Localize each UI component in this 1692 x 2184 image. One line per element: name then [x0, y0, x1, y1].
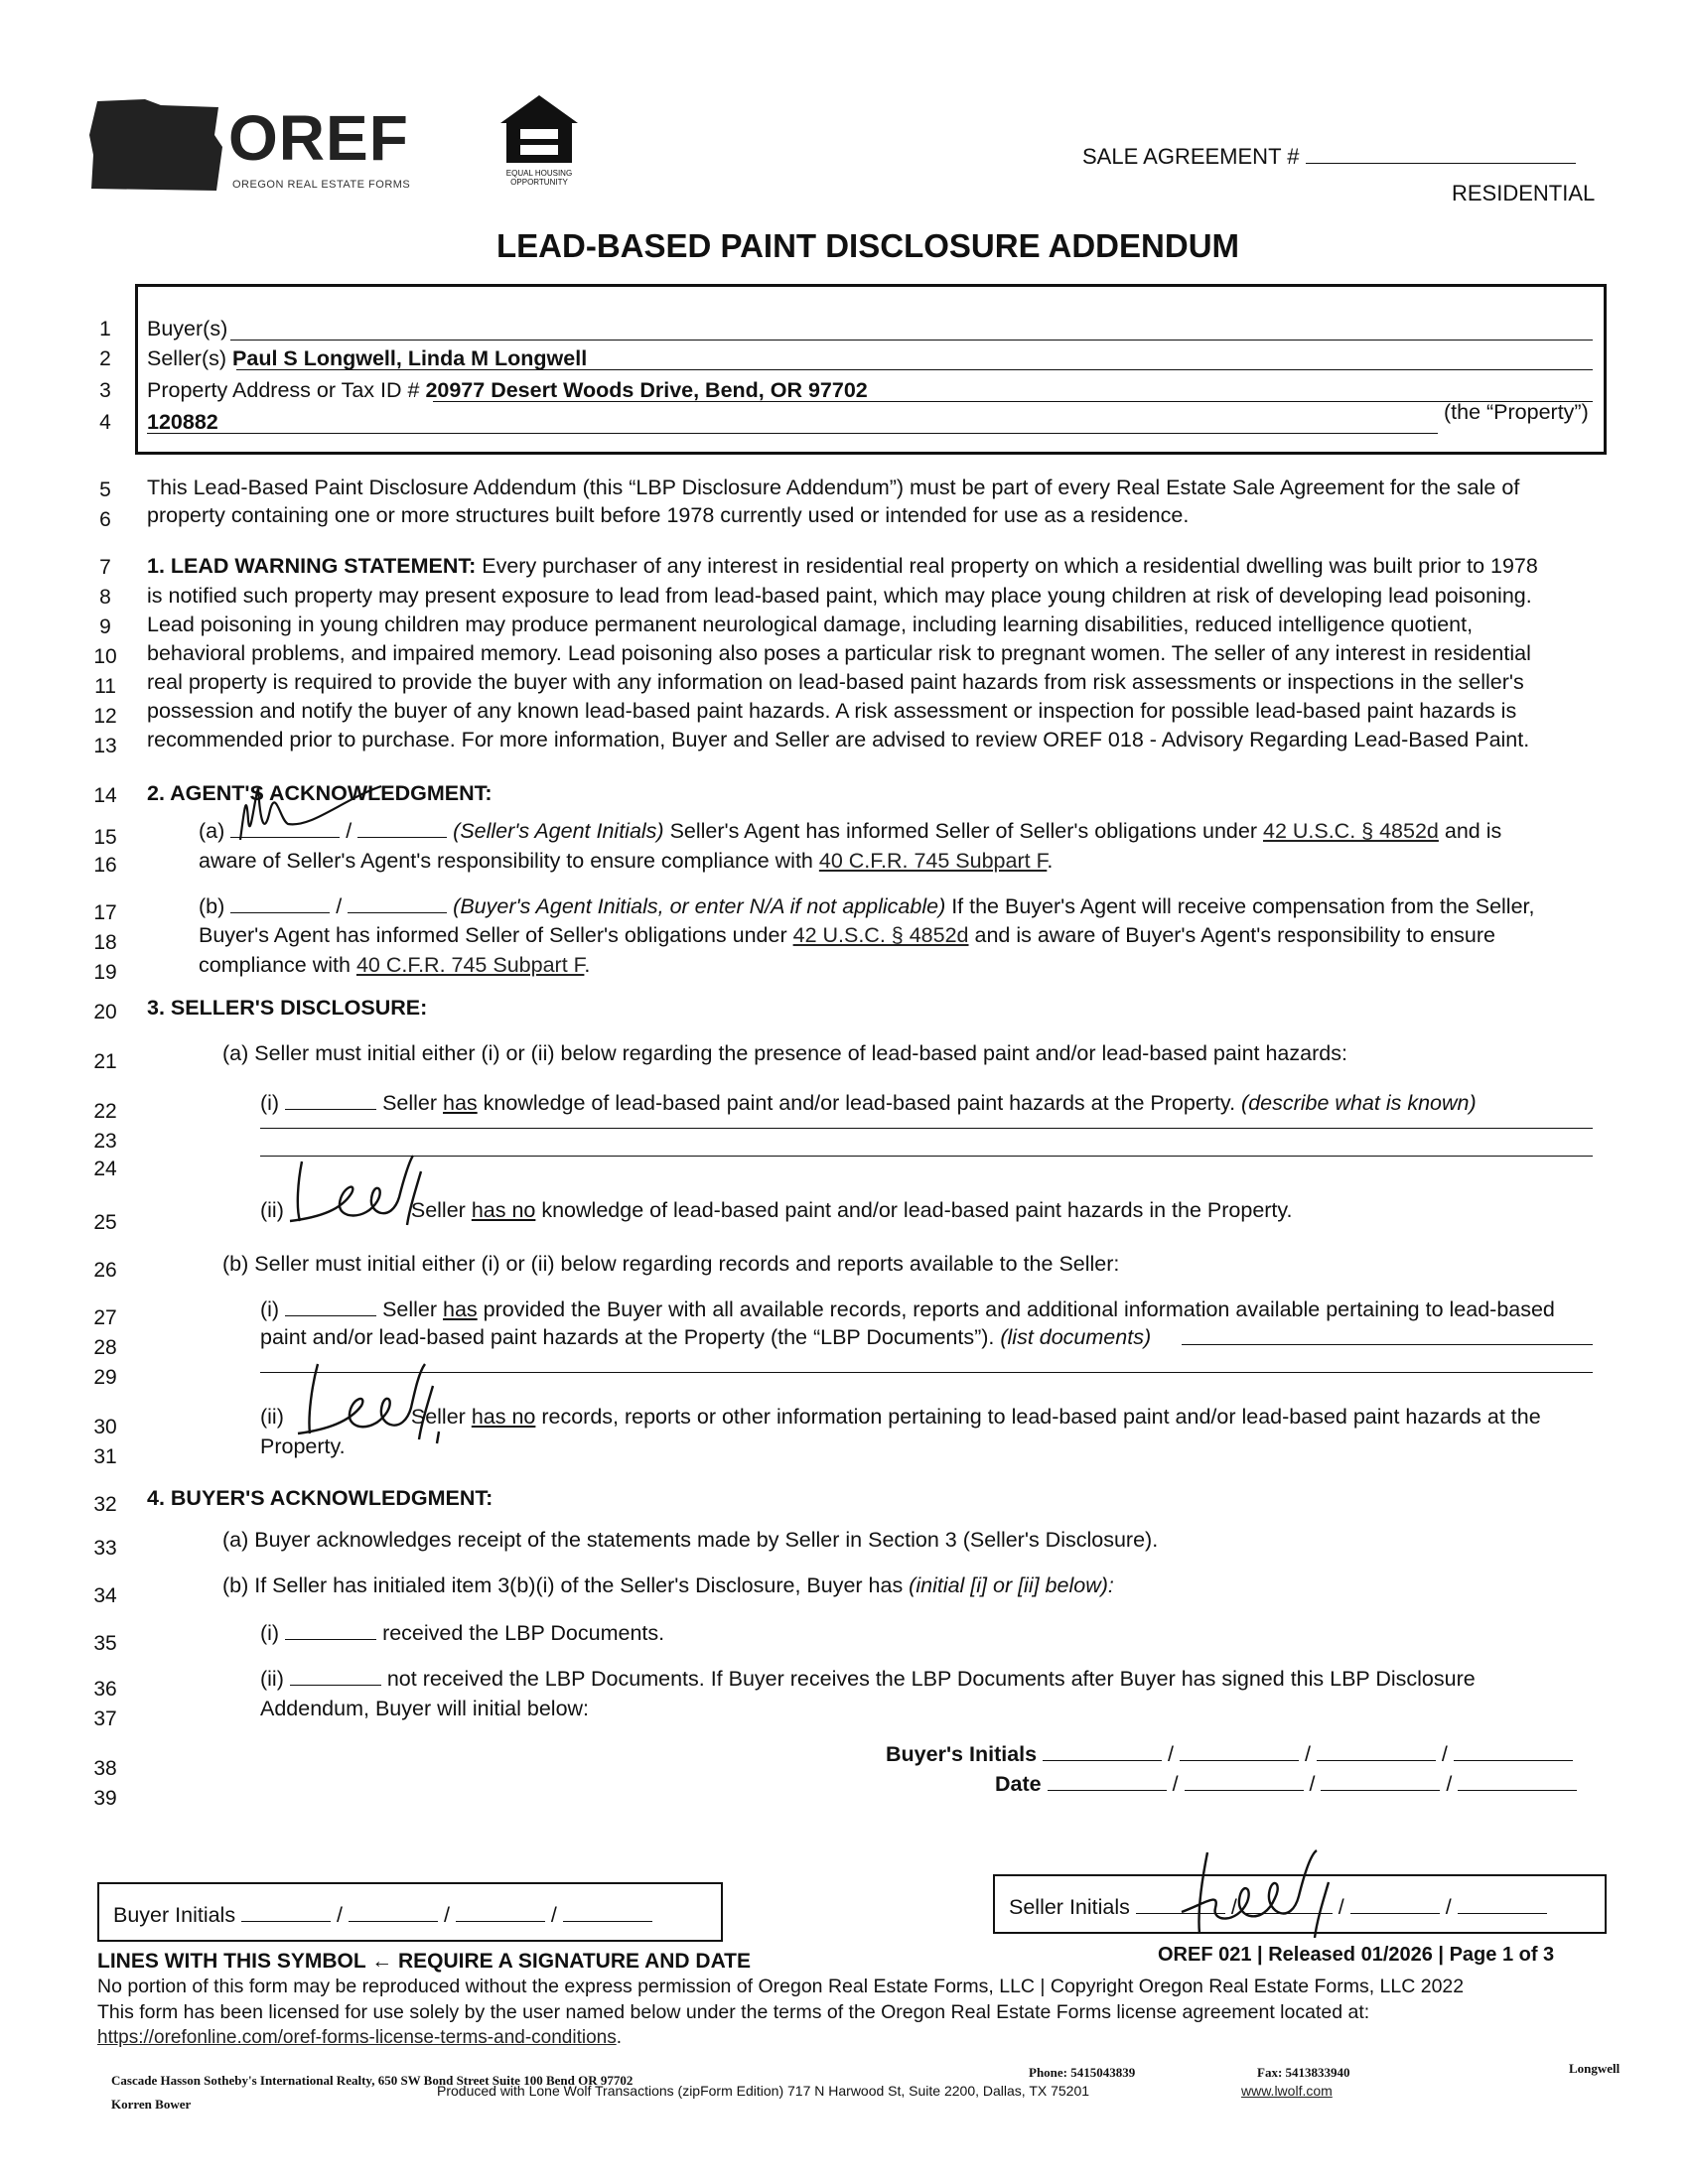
line-number: 19 — [93, 961, 117, 984]
buyers-initials-field-4[interactable] — [1454, 1740, 1573, 1761]
copyright-line-1: No portion of this form may be reproduced without the express permission of Oregon Real Estate Forms, LLC | Copyright Oregon Real Estate Forms, LLC 2022 — [97, 1976, 1465, 1997]
line-number: 28 — [93, 1336, 117, 1359]
line-number: 39 — [93, 1787, 117, 1810]
seller-initials-row: Seller Initials / / / — [1009, 1892, 1547, 1922]
section1-line-8: is notified such property may present exposure to lead from lead-based paint, which may place young children at risk of developing lead poisoning. — [147, 584, 1532, 608]
tax-id-value[interactable]: 120882 — [147, 410, 218, 434]
brand-subtitle: OREGON REAL ESTATE FORMS — [232, 179, 411, 191]
buyer-initials-4b-ii[interactable] — [290, 1665, 381, 1686]
buyer-initials-4b-i[interactable] — [285, 1619, 376, 1640]
line-number: 14 — [93, 784, 117, 807]
brand-name: OREF — [228, 102, 409, 174]
copyright-line-2: This form has been licensed for use solely by the user named below under the terms of the Oregon Real Estate Forms license agreement located at: — [97, 2001, 1370, 2023]
section1-line-9: Lead poisoning in young children may produce permanent neurological damage, including learning disabilities, reduced intelligence quotient, — [147, 613, 1474, 636]
line-number: 29 — [93, 1366, 117, 1389]
section4-a: (a) Buyer acknowledges receipt of the statements made by Seller in Section 3 (Seller's Disclosure). — [222, 1528, 1159, 1552]
buyers-date-field-4[interactable] — [1458, 1770, 1577, 1791]
buyers-date-field-1[interactable] — [1048, 1770, 1167, 1791]
line-number: 18 — [93, 931, 117, 954]
seller-initials-3a-i[interactable] — [285, 1089, 376, 1110]
buyers-date-row: Date / / / — [995, 1769, 1577, 1799]
lbp-documents-line-2[interactable] — [260, 1372, 1593, 1373]
agent-initials-signature — [232, 780, 401, 850]
buyers-row — [147, 314, 227, 343]
section1-heading: 1. LEAD WARNING STATEMENT: — [147, 554, 477, 578]
section3-b-ii: (ii) Seller has no records, reports or other information pertaining to lead-based paint and/or lead-based paint hazards at the — [260, 1405, 1541, 1429]
seller-initials-signature-3b-ii — [288, 1356, 457, 1445]
line-number: 15 — [93, 826, 117, 849]
buyers-label: Buyer(s) — [147, 317, 228, 341]
section1-line-7: 1. LEAD WARNING STATEMENT: Every purchaser of any interest in residential real property on which a residential dwelling was built prior to 1978 — [147, 554, 1538, 578]
section1-line-11: real property is required to provide the buyer with any information on lead-based paint hazards from risk assessments or inspections in the seller's — [147, 670, 1524, 694]
law-link-40cfr[interactable]: 40 C.F.R. 745 Subpart F — [818, 849, 1048, 873]
seller-initials-3b-i[interactable] — [285, 1296, 376, 1316]
section3-b-intro: (b) Seller must initial either (i) or (ii) below regarding records and reports available to the Seller: — [222, 1252, 1120, 1276]
license-url-link[interactable]: https://orefonline.com/oref-forms-license-terms-and-conditions — [97, 2027, 617, 2048]
sellers-label: Seller(s) — [147, 346, 227, 370]
line-number: 10 — [93, 645, 117, 668]
buyers-date-field-2[interactable] — [1185, 1770, 1304, 1791]
line-number: 38 — [93, 1757, 117, 1780]
section2-line-19: compliance with 40 C.F.R. 745 Subpart F. — [199, 953, 591, 977]
line-number: 23 — [93, 1130, 117, 1153]
symbol-note: LINES WITH THIS SYMBOL ← REQUIRE A SIGNATURE AND DATE — [97, 1950, 752, 1973]
section3-heading: 3. SELLER'S DISCLOSURE: — [147, 996, 428, 1020]
license-url-row: https://orefonline.com/oref-forms-license-terms-and-conditions. — [97, 2027, 622, 2048]
equal-housing-logo — [496, 91, 586, 191]
known-description-line-2[interactable] — [260, 1156, 1593, 1157]
buyer-initials-label: Buyer Initials — [113, 1903, 236, 1927]
section4-heading: 4. BUYER'S ACKNOWLEDGMENT: — [147, 1486, 494, 1510]
line-number: 24 — [93, 1158, 117, 1180]
footer-seller-initials-4[interactable] — [1458, 1893, 1547, 1914]
buyers-field[interactable] — [230, 340, 1593, 341]
section4-b-ii: (ii) not received the LBP Documents. If Buyer receives the LBP Documents after Buyer has signed this LBP Disclosure — [260, 1667, 1476, 1691]
equal-housing-icon — [496, 91, 582, 167]
form-id: OREF 021 | Released 01/2026 | Page 1 of 3 — [1158, 1944, 1555, 1966]
line-number: 34 — [93, 1584, 117, 1607]
line-number: 30 — [93, 1416, 117, 1438]
sellers-field-line — [236, 369, 1593, 370]
line-number: 6 — [99, 508, 111, 531]
law-link-42usc[interactable]: 42 U.S.C. § 4852d — [792, 923, 969, 947]
section2-line-17: (b) / (Buyer's Agent Initials, or enter N/A if not applicable) If the Buyer's Agent will receive compensation from the Seller, — [199, 894, 1535, 918]
line-number: 36 — [93, 1678, 117, 1701]
buyers-agent-initials-2[interactable] — [348, 892, 447, 913]
buyers-agent-initials-1[interactable] — [230, 892, 330, 913]
line-number: 5 — [99, 478, 111, 501]
sale-agreement-label: SALE AGREEMENT # — [1082, 142, 1576, 172]
section1-line-10: behavioral problems, and impaired memory. Lead poisoning also poses a particular risk to pregnant women. The seller of any interest in residential — [147, 641, 1531, 665]
buyer-initials-row: Buyer Initials / / / — [113, 1900, 652, 1930]
section2-line-16: aware of Seller's Agent's responsibility to ensure compliance with 40 C.F.R. 745 Subpart F. — [199, 849, 1054, 873]
line-number: 1 — [99, 318, 111, 341]
law-link-42usc[interactable]: 42 U.S.C. § 4852d — [1262, 819, 1439, 843]
produced-with: Produced with Lone Wolf Transactions (zipForm Edition) 717 N Harwood St, Suite 2200, Dallas, TX 75201 — [437, 2083, 1090, 2099]
section1-line-12: possession and notify the buyer of any known lead-based paint hazards. A risk assessment or inspection for possible lead-based paint hazards is — [147, 699, 1517, 723]
footer-buyer-initials-1[interactable] — [241, 1901, 331, 1922]
phone-number: Phone: 5415043839 — [1029, 2065, 1136, 2080]
line-number: 20 — [93, 1001, 117, 1024]
section2-line-15: (a) / (Seller's Agent Initials) Seller's Agent has informed Seller of Seller's obligations under 42 U.S.C. § 4852d and is — [199, 819, 1502, 843]
property-label: Property Address or Tax ID # — [147, 378, 420, 402]
line-number: 11 — [94, 675, 116, 698]
section3-a-intro: (a) Seller must initial either (i) or (ii) below regarding the presence of lead-based paint and/or lead-based paint hazards: — [222, 1041, 1347, 1065]
line-number: 32 — [93, 1493, 117, 1516]
section4-b-i: (i) received the LBP Documents. — [260, 1621, 665, 1645]
buyers-initials-row: Buyer's Initials / / / — [886, 1739, 1573, 1769]
line-number: 16 — [93, 854, 117, 877]
law-link-40cfr[interactable]: 40 C.F.R. 745 Subpart F — [355, 953, 585, 977]
intro-line-5: This Lead-Based Paint Disclosure Addendum (this “LBP Disclosure Addendum”) must be part of every Real Estate Sale Agreement for the sale of — [147, 476, 1520, 499]
page-title: LEAD-BASED PAINT DISCLOSURE ADDENDUM — [496, 227, 1240, 264]
line-number: 21 — [93, 1050, 117, 1073]
line-number: 8 — [99, 586, 111, 609]
file-name: Longwell — [1569, 2061, 1621, 2076]
line-number: 33 — [93, 1537, 117, 1560]
line-number: 12 — [93, 705, 117, 728]
section4-b-ii-cont: Addendum, Buyer will initial below: — [260, 1697, 590, 1720]
line-number: 27 — [93, 1306, 117, 1329]
line-number: 22 — [93, 1100, 117, 1123]
sale-agreement-field[interactable] — [1306, 143, 1576, 164]
intro-line-6: property containing one or more structures built before 1978 currently used or intended for use as a residence. — [147, 503, 1190, 527]
known-description-line-1[interactable] — [260, 1128, 1593, 1129]
section3-b-i-cont: paint and/or lead-based paint hazards at the Property (the “LBP Documents”). (list documents) — [260, 1325, 1152, 1349]
section2-line-18: Buyer's Agent has informed Seller of Seller's obligations under 42 U.S.C. § 4852d and is aware of Buyer's Agent's responsibility to ensure — [199, 923, 1495, 947]
line-number: 7 — [99, 556, 111, 579]
footer-buyer-initials-4[interactable] — [563, 1901, 652, 1922]
line-number: 31 — [93, 1445, 117, 1468]
footer-buyer-initials-3[interactable] — [456, 1901, 545, 1922]
line-number: 9 — [99, 615, 111, 638]
tax-id-field-line — [147, 433, 1438, 434]
property-field-line — [433, 401, 1593, 402]
brokerage-info: Cascade Hasson Sotheby's International Realty, 650 SW Bond Street Suite 100 Bend OR 97702 — [111, 2073, 634, 2088]
line-number: 26 — [93, 1259, 117, 1282]
line-number: 25 — [93, 1211, 117, 1234]
sellers-value[interactable]: Paul S Longwell, Linda M Longwell — [232, 346, 588, 370]
fax-number: Fax: 5413833940 — [1257, 2065, 1350, 2080]
form-type: RESIDENTIAL — [1452, 181, 1596, 205]
section3-b-ii-cont: Property. — [260, 1434, 346, 1458]
section3-b-i: (i) Seller has provided the Buyer with all available records, reports and additional information available pertaining to lead-based — [260, 1297, 1555, 1321]
section2-heading: 2. AGENT'S ACKNOWLEDGMENT: — [147, 781, 493, 805]
oregon-map-icon — [87, 95, 226, 195]
lbp-documents-line-1[interactable] — [1182, 1344, 1593, 1345]
line-number: 35 — [93, 1632, 117, 1655]
footer-buyer-initials-2[interactable] — [349, 1901, 438, 1922]
seller-initials-label: Seller Initials — [1009, 1895, 1130, 1919]
footer-seller-initials-signature — [1168, 1843, 1366, 1942]
property-value[interactable]: 20977 Desert Woods Drive, Bend, OR 97702 — [425, 378, 868, 402]
line-number: 17 — [93, 901, 117, 924]
buyers-initials-field-3[interactable] — [1317, 1740, 1436, 1761]
equal-housing-text: EQUAL HOUSING OPPORTUNITY — [505, 169, 573, 187]
line-number: 3 — [99, 379, 111, 402]
lwolf-link[interactable]: www.lwolf.com — [1241, 2083, 1333, 2099]
section3-a-i: (i) Seller has knowledge of lead-based paint and/or lead-based paint hazards at the Property. (describe what is known) — [260, 1091, 1477, 1115]
oref-logo — [87, 95, 425, 195]
line-number: 13 — [93, 735, 117, 757]
section3-a-ii: (ii) Seller has no knowledge of lead-based paint and/or lead-based paint hazards in the Property. — [260, 1198, 1293, 1222]
buyers-initials-field-1[interactable] — [1043, 1740, 1162, 1761]
property-suffix: (the “Property”) — [1444, 400, 1589, 424]
line-number: 37 — [93, 1707, 117, 1730]
agent-name: Korren Bower — [111, 2097, 192, 2112]
seller-initials-signature-3a-ii — [282, 1152, 441, 1231]
buyers-initials-field-2[interactable] — [1180, 1740, 1299, 1761]
line-number: 4 — [99, 411, 111, 434]
buyers-date-field-3[interactable] — [1321, 1770, 1440, 1791]
buyer-initials-box — [97, 1882, 723, 1942]
section1-line-13: recommended prior to purchase. For more information, Buyer and Seller are advised to review OREF 018 - Advisory Regarding Lead-Based Paint. — [147, 728, 1530, 751]
section4-b: (b) If Seller has initialed item 3(b)(i) of the Seller's Disclosure, Buyer has (initial [i] or [ii] below): — [222, 1573, 1114, 1597]
line-number: 2 — [99, 347, 111, 370]
